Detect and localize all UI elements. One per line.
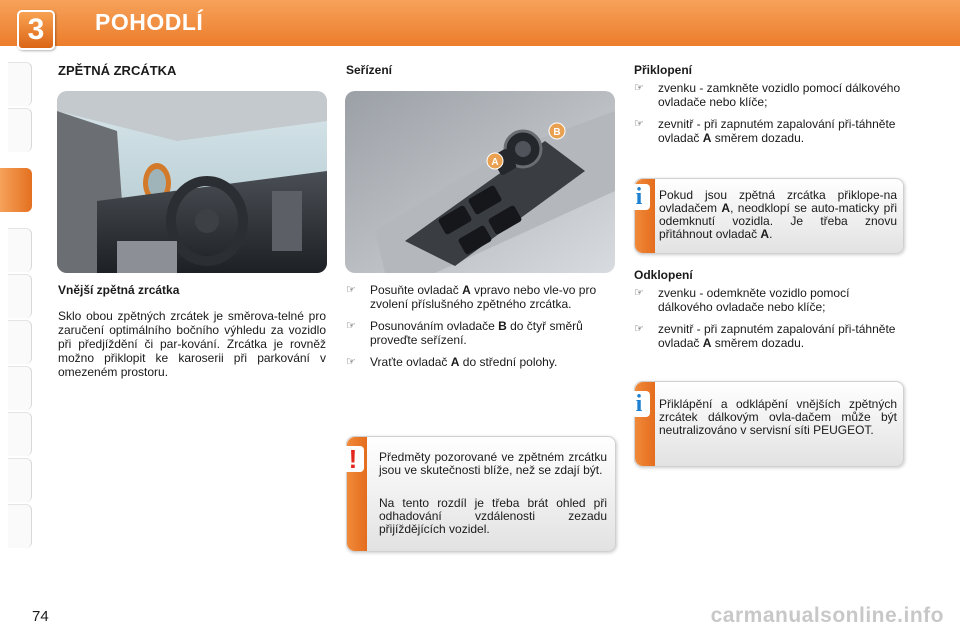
- adjustment-title: Seřízení: [346, 63, 393, 77]
- watermark: carmanualsonline.info: [710, 604, 944, 627]
- intro-paragraph: Sklo obou zpětných zrcátek je směrova-telné pro zaručení optimálního bočního výhledu za vozidlo při předjíždění či par-kování. Zrcátka je rovněž možno přiklopit ke karoserii při parkování v omezeném prostoru.: [58, 309, 326, 379]
- chapter-title: POHODLÍ: [95, 9, 204, 35]
- info-text-fold: Pokud jsou zpětná zrcátka přiklope-na ovladačem A, neodklopí se auto-maticky při odemknutí vozidla. Je třeba znovu přitáhnout ovladač A.: [659, 188, 897, 241]
- pointing-hand-icon: ☞: [346, 284, 356, 296]
- chapter-tab[interactable]: [8, 366, 32, 410]
- sub-title: Vnější zpětná zrcátka: [58, 283, 180, 297]
- list-item: ☞ zvenku - zamkněte vozidlo pomocí dálkového ovladače nebo klíče;: [634, 81, 901, 109]
- chapter-tab[interactable]: [8, 228, 32, 272]
- page-number: 74: [32, 608, 49, 625]
- pointing-hand-icon: ☞: [634, 323, 644, 335]
- info-box-remote: [634, 381, 904, 467]
- info-icon: i: [628, 184, 650, 210]
- list-item: ☞ Vraťte ovladač A do střední polohy.: [346, 355, 558, 369]
- pointing-hand-icon: ☞: [634, 82, 644, 94]
- list-item: ☞ zevnitř - při zapnutém zapalování při-táhněte ovladač A směrem dozadu.: [634, 117, 896, 145]
- info-text-remote: Přiklápění a odklápění vnějších zpětných zrcátek dálkovým ovla-dačem může být neutralizováno v servisní síti PEUGEOT.: [659, 397, 897, 437]
- pointing-hand-icon: ☞: [634, 287, 644, 299]
- chapter-tab[interactable]: [8, 62, 32, 106]
- chapter-number-badge: 3: [17, 10, 55, 50]
- warning-text-2: Na tento rozdíl je třeba brát ohled při odhadování vzdálenosti zezadu přijíždějících vozidel.: [379, 496, 607, 536]
- fold-steps: [634, 81, 906, 153]
- chapter-tab[interactable]: [8, 504, 32, 548]
- warning-text-1: Předměty pozorované ve zpětném zrcátku jsou ve skutečnosti blíže, než se zdají být.: [379, 450, 607, 477]
- chapter-tab[interactable]: [8, 458, 32, 502]
- chapter-tab[interactable]: [8, 412, 32, 456]
- pointing-hand-icon: ☞: [346, 320, 356, 332]
- pointing-hand-icon: ☞: [634, 118, 644, 130]
- mirror-control-photo: [345, 91, 615, 273]
- info-box-fold: [634, 178, 904, 254]
- car-interior-photo: [57, 91, 327, 273]
- pointing-hand-icon: ☞: [346, 356, 356, 368]
- chapter-tab[interactable]: [8, 320, 32, 364]
- list-item: ☞ Posuňte ovladač A vpravo nebo vle-vo pro zvolení příslušného zpětného zrcátka.: [346, 283, 597, 311]
- list-item: ☞ zvenku - odemkněte vozidlo pomocí dálkového ovladače nebo klíče;: [634, 286, 850, 314]
- chapter-tab-strip: [0, 62, 34, 582]
- exclamation-icon: !: [342, 446, 364, 472]
- info-icon: i: [628, 391, 650, 417]
- unfold-steps: [634, 286, 906, 358]
- unfold-title: Odklopení: [634, 268, 693, 282]
- label-a: A: [491, 157, 499, 168]
- fold-title: Přiklopení: [634, 63, 693, 77]
- label-b: B: [553, 127, 561, 138]
- chapter-tab[interactable]: [8, 274, 32, 318]
- chapter-tab[interactable]: [8, 108, 32, 152]
- list-item: ☞ zevnitř - při zapnutém zapalování při-táhněte ovladač A směrem dozadu.: [634, 322, 896, 350]
- adjustment-steps: [346, 283, 616, 377]
- section-title: ZPĚTNÁ ZRCÁTKA: [58, 63, 177, 78]
- warning-box: [346, 436, 616, 552]
- chapter-tab-active[interactable]: [0, 168, 32, 212]
- list-item: ☞ Posunováním ovladače B do čtyř směrů proveďte seřízení.: [346, 319, 583, 347]
